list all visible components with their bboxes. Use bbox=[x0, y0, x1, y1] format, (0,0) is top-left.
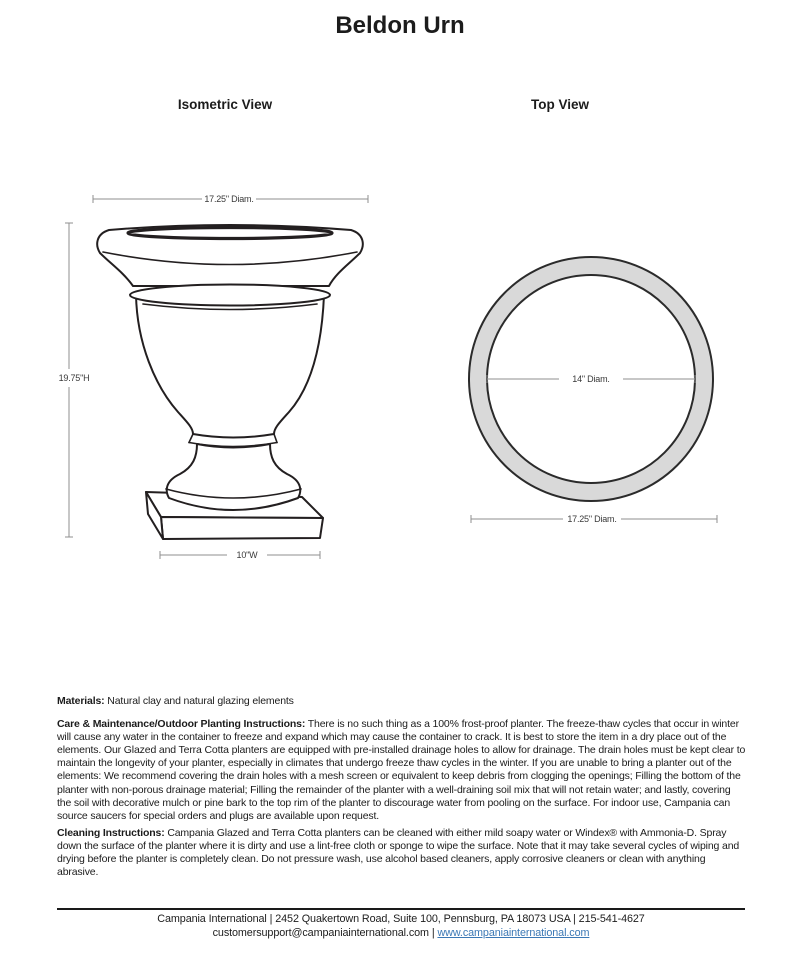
inner-diameter-label: 14" Diam. bbox=[572, 374, 610, 384]
footer-contact-line bbox=[57, 927, 745, 941]
isometric-drawing bbox=[50, 185, 380, 570]
dimension-outer-diameter bbox=[471, 514, 717, 524]
footer-divider bbox=[57, 908, 745, 910]
cleaning-paragraph bbox=[57, 827, 747, 880]
isometric-view-label: Isometric View bbox=[177, 97, 273, 112]
dimension-height bbox=[59, 223, 90, 537]
materials-text: Natural clay and natural glazing elements bbox=[104, 694, 294, 707]
footer bbox=[57, 913, 745, 940]
care-label: Care & Maintenance/Outdoor Planting Instructions: bbox=[57, 717, 306, 730]
materials-label: Materials: bbox=[57, 694, 105, 707]
care-text: There is no such thing as a 100% frost-proof planter. The freeze-thaw cycles that occur in winter will cause any water in the container to freeze and expand which may cause the container to crack. It is best to store the item in a dry place out of the elements. Our Glazed and Terra Cotta planters are equipped with pre-installed drainage holes to allow for drainage. The drain holes must be kept clear to maintain the longevity of your planter, especially in climates that undergo freeze thaw cycles in the winter. If you are unable to bring a planter out of the elements: We recommend covering the drain holes with a mesh screen or equivalent to keep debris from clogging the openings; Filling the bottom of the planter with non-porous drainage material; Filling the remainder of the planter with a well-draining soil mix that will not retain water; and lastly, covering the soil with decorative mulch or pine bark to the top rim of the planter to discourage water from pooling on the surface. For indoor use, Campania can source saucers for special orders and plugs are available upon request. bbox=[57, 717, 746, 822]
top-view-label: Top View bbox=[530, 97, 589, 112]
urn-line-art bbox=[97, 225, 363, 539]
collar-right-edge bbox=[274, 434, 277, 443]
cleaning-text: Campania Glazed and Terra Cotta planters can be cleaned with either mild soapy water or Windex® with Ammonia-D. Spray down the surface of the planter where it is dirty and use a lint-free cloth or sponge to wipe the surface. Note that it may take several cycles of wiping and drying before the planter is completely clean. Do not pressure wash, use alcohol based cleaners, apply corrosive cleaners or clean with anything abrasive. bbox=[57, 826, 740, 879]
urn-foot bbox=[167, 444, 301, 510]
dimension-base-width bbox=[160, 550, 320, 560]
base-width-label: 10"W bbox=[236, 550, 258, 560]
footer-website-link[interactable]: www.campaniainternational.com bbox=[437, 926, 590, 939]
urn-bowl bbox=[136, 295, 324, 438]
dimension-top-diameter bbox=[93, 194, 368, 204]
footer-address-line: Campania International | 2452 Quakertown Road, Suite 100, Pennsburg, PA 18073 USA | 215-541-4627 bbox=[157, 913, 645, 925]
outer-diameter-label: 17.25" Diam. bbox=[567, 514, 617, 524]
collar-left-edge bbox=[189, 434, 193, 443]
urn-band bbox=[130, 285, 330, 306]
plinth-front-face bbox=[161, 517, 323, 539]
care-paragraph bbox=[57, 718, 747, 824]
top-diameter-label: 17.25" Diam. bbox=[204, 194, 254, 204]
cleaning-label: Cleaning Instructions: bbox=[57, 826, 165, 839]
page-title: Beldon Urn bbox=[335, 12, 465, 39]
top-view-drawing bbox=[455, 245, 735, 535]
height-label: 19.75"H bbox=[58, 373, 90, 383]
materials-line bbox=[57, 695, 747, 708]
footer-email: customersupport@campaniainternational.com bbox=[212, 926, 429, 939]
footer-separator: | bbox=[428, 926, 438, 939]
